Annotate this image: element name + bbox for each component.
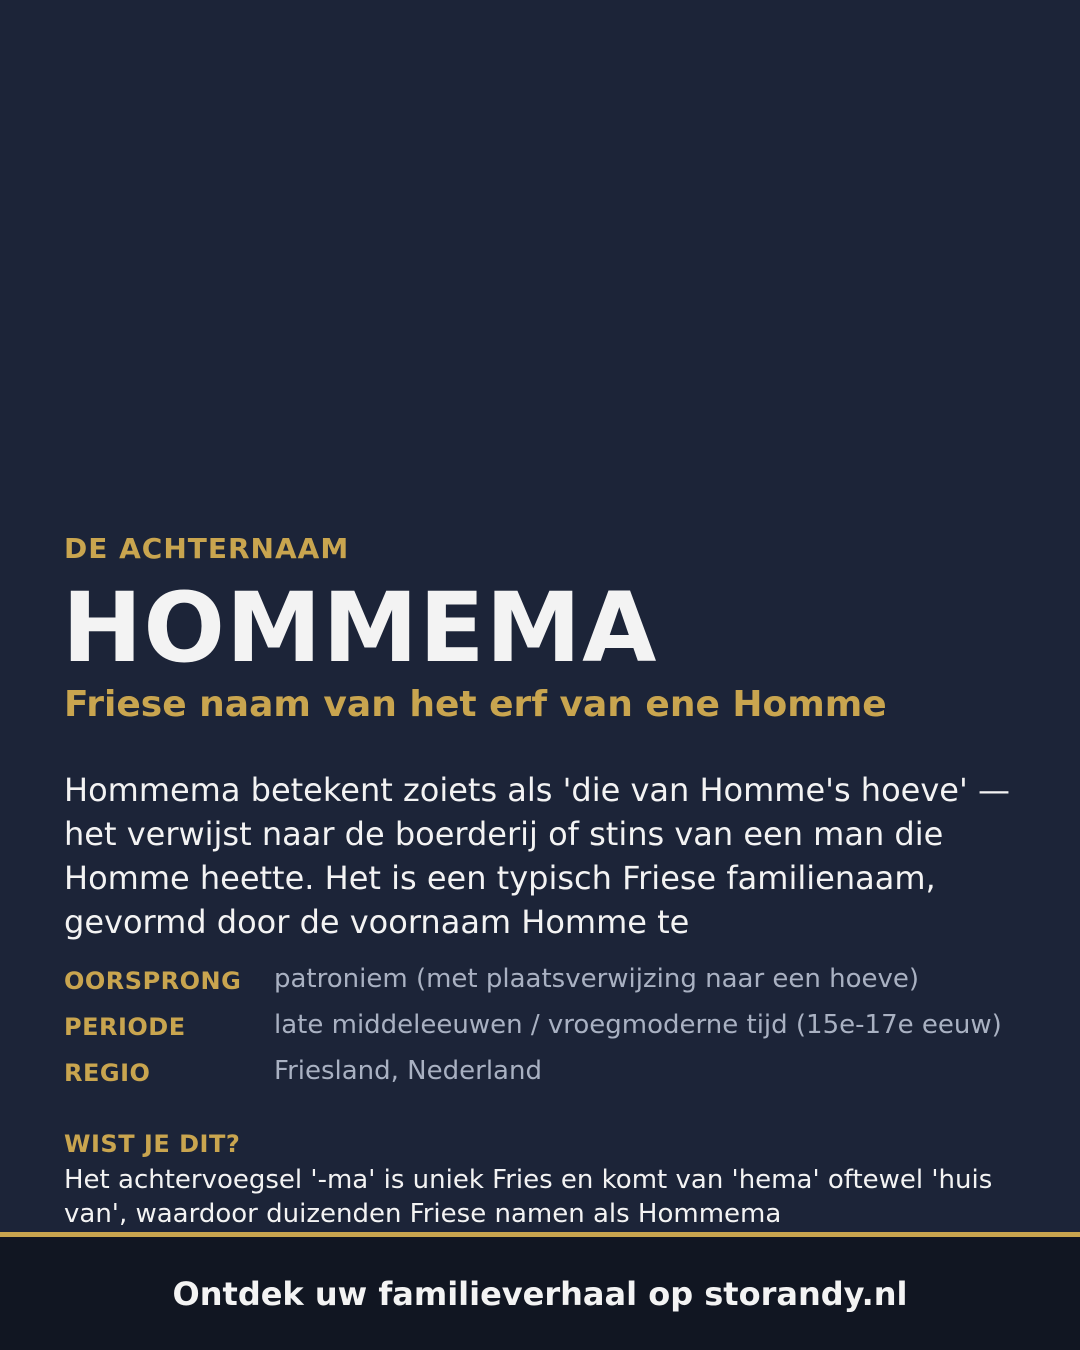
fact-row-period xyxy=(64,1010,1016,1042)
fact-label: OORSPRONG xyxy=(64,967,242,995)
surname-title: HOMMEMA xyxy=(62,572,658,684)
did-you-know-text: Het achtervoegsel '-ma' is uniek Fries en komt van 'hema' oftewel 'huis van', waardoor duizenden Friese namen als Hommema xyxy=(64,1165,993,1229)
fact-value: late middeleeuwen / vroegmoderne tijd (15e-17e eeuw) xyxy=(274,1010,1002,1040)
fact-value: Friesland, Nederland xyxy=(274,1056,542,1086)
fact-value: patroniem (met plaatsverwijzing naar een hoeve) xyxy=(274,964,920,994)
surname-tagline: Friese naam van het erf van ene Homme xyxy=(64,684,887,725)
surname-description: Hommema betekent zoiets als 'die van Homme's hoeve' — het verwijst naar de boerderij of stins van een man die Homme heette. Het is een typisch Friese familienaam, gevormd door de voornaam Homme te xyxy=(64,771,1010,941)
footer-bar xyxy=(0,1237,1080,1350)
facts-list xyxy=(64,964,1016,1102)
fact-row-origin xyxy=(64,964,1016,996)
fact-label: PERIODE xyxy=(64,1013,186,1041)
did-you-know-label: WIST JE DIT? xyxy=(64,1130,241,1158)
fact-row-region xyxy=(64,1056,1016,1088)
eyebrow-label: DE ACHTERNAAM xyxy=(64,532,350,565)
fact-label: REGIO xyxy=(64,1059,151,1087)
footer-cta-link[interactable]: Ontdek uw familieverhaal op storandy.nl xyxy=(172,1274,908,1313)
